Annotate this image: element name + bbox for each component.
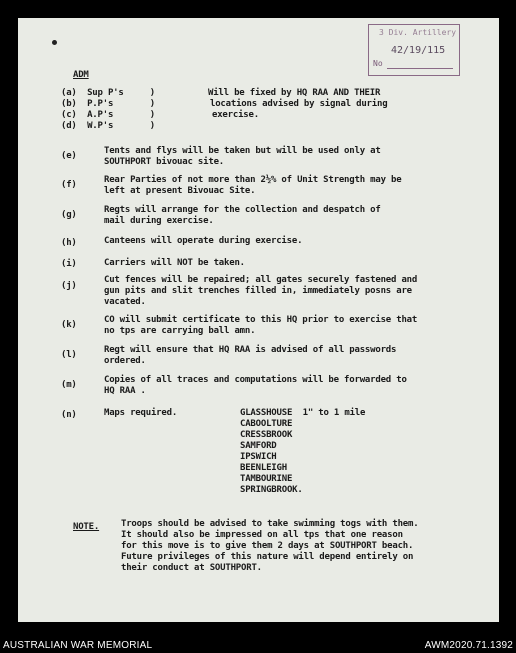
item-f-line-2: left at present Bivouac Site. xyxy=(104,186,256,196)
item-n-letter: (n) xyxy=(61,410,77,420)
item-e-letter: (e) xyxy=(61,151,77,161)
note-label: NOTE. xyxy=(73,522,100,532)
note-line-5: their conduct at SOUTHPORT. xyxy=(121,563,262,573)
item-l-line-1: Regt will ensure that HQ RAA is advised of all passwords xyxy=(104,345,397,355)
item-e-line-1: Tents and flys will be taken but will be used only at xyxy=(104,146,381,156)
note-line-4: Future privileges of this nature will depend entirely on xyxy=(121,552,414,562)
item-l-line-2: ordered. xyxy=(104,356,146,366)
item-g-line-2: mail during exercise. xyxy=(104,216,214,226)
map-5: IPSWICH xyxy=(240,452,277,462)
supply-text-3: exercise. xyxy=(212,110,259,120)
section-heading: ADM xyxy=(73,70,89,80)
stamp-unit: 3 Div. Artillery xyxy=(379,28,457,37)
supply-item-c: (c) A.P's ) xyxy=(61,110,155,120)
map-1: GLASSHOUSE 1" to 1 mile xyxy=(240,408,366,418)
map-2: CABOOLTURE xyxy=(240,419,293,429)
item-f-letter: (f) xyxy=(61,180,77,190)
map-4: SAMFORD xyxy=(240,441,277,451)
supply-text-1: Will be fixed by HQ RAA AND THEIR xyxy=(208,88,381,98)
item-l-letter: (l) xyxy=(61,350,77,360)
item-m-line-2: HQ RAA . xyxy=(104,386,146,396)
item-f-line-1: Rear Parties of not more than 2½% of Unit Strength may be xyxy=(104,175,402,185)
item-m-letter: (m) xyxy=(61,380,77,390)
item-h-letter: (h) xyxy=(61,238,77,248)
stamp-no-label: No xyxy=(373,59,383,68)
item-k-line-1: CO will submit certificate to this HQ prior to exercise that xyxy=(104,315,418,325)
note-line-1: Troops should be advised to take swimming togs with them. xyxy=(121,519,419,529)
stamp-number: 42/19/115 xyxy=(391,45,446,56)
item-m-line-1: Copies of all traces and computations will be forwarded to xyxy=(104,375,407,385)
item-j-letter: (j) xyxy=(61,281,77,291)
supply-item-d: (d) W.P's ) xyxy=(61,121,155,131)
map-6: BEENLEIGH xyxy=(240,463,287,473)
footer-institution: AUSTRALIAN WAR MEMORIAL xyxy=(3,640,153,651)
supply-item-b: (b) P.P's ) xyxy=(61,99,155,109)
supply-text-2: locations advised by signal during xyxy=(210,99,388,109)
map-7: TAMBOURINE xyxy=(240,474,293,484)
item-i-line-1: Carriers will NOT be taken. xyxy=(104,258,245,268)
item-j-line-1: Cut fences will be repaired; all gates securely fastened and xyxy=(104,275,418,285)
supply-item-a: (a) Sup P's ) xyxy=(61,88,155,98)
item-k-line-2: no tps are carrying ball amn. xyxy=(104,326,256,336)
registry-stamp xyxy=(368,24,460,76)
maps-label: Maps required. xyxy=(104,408,178,418)
item-k-letter: (k) xyxy=(61,320,77,330)
map-8: SPRINGBROOK. xyxy=(240,485,303,495)
item-g-letter: (g) xyxy=(61,210,77,220)
document-page xyxy=(18,18,499,622)
item-j-line-3: vacated. xyxy=(104,297,146,307)
note-line-2: It should also be impressed on all tps that one reason xyxy=(121,530,403,540)
punch-hole xyxy=(52,40,57,45)
item-h-line-1: Canteens will operate during exercise. xyxy=(104,236,303,246)
stamp-line xyxy=(387,68,453,69)
note-line-3: for this move is to give them 2 days at SOUTHPORT beach. xyxy=(121,541,414,551)
item-e-line-2: SOUTHPORT bivouac site. xyxy=(104,157,225,167)
footer-accession: AWM2020.71.1392 xyxy=(424,640,513,651)
map-3: CRESSBROOK xyxy=(240,430,293,440)
item-i-letter: (i) xyxy=(61,259,77,269)
item-g-line-1: Regts will arrange for the collection and despatch of xyxy=(104,205,381,215)
item-j-line-2: gun pits and slit trenches filled in, immediately posns are xyxy=(104,286,412,296)
